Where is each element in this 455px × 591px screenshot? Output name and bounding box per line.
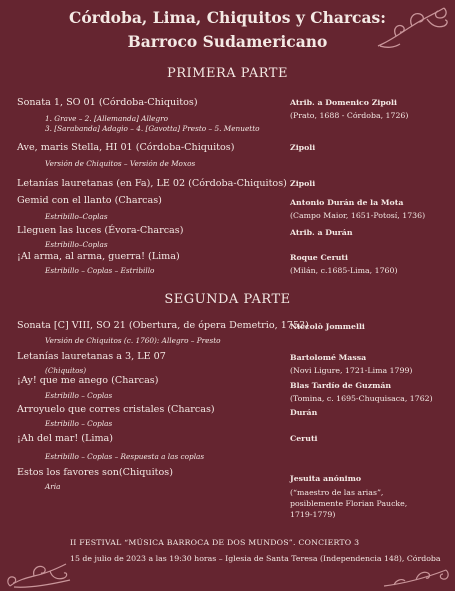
composer-details [290, 393, 450, 404]
festival-name: II FESTIVAL “MÚSICA BARROCA DE DOS MUNDOS”. CONCIERTO 3 [70, 538, 360, 547]
part-title-second: SEGUNDA PARTE [164, 292, 291, 307]
piece-title: Sonata [C] VIII, SO 21 (Obertura, de ópera Demetrio, 1753) [17, 320, 309, 331]
concert-title-line-2: Barroco Sudamericano [127, 32, 328, 51]
composer-detail-line: (Milán, c.1685-Lima, 1760) [290, 266, 398, 275]
composer-name: Antonio Durán de la Mota [290, 198, 404, 207]
piece-title: Lleguen las luces (Évora-Charcas) [17, 225, 184, 236]
composer-details [290, 210, 450, 221]
composer-detail-line: (Novi Ligure, 1721-Lima 1799) [290, 366, 413, 375]
composer-name: Bartolomé Massa [290, 353, 367, 362]
piece-title: ¡Ah del mar! (Lima) [17, 433, 113, 444]
composer-detail-line: (Tomina, c. 1695-Chuquisaca, 1762) [290, 394, 433, 403]
part-title-first: PRIMERA PARTE [167, 66, 288, 81]
piece-movements [45, 391, 285, 401]
composer-name: Niccolò Jommelli [290, 322, 365, 331]
composer-details [290, 487, 450, 520]
piece-movements [45, 266, 285, 276]
piece-movements [45, 419, 285, 429]
composer-details [290, 265, 450, 276]
composer-name: Blas Tardío de Guzmán [290, 381, 392, 390]
movement-line: Estribillo–Coplas [45, 240, 108, 249]
composer-name: Roque Ceruti [290, 253, 348, 262]
composer-detail-line: (Prato, 1688 - Córdoba, 1726) [290, 111, 409, 120]
concert-date-venue: 15 de julio de 2023 a las 19:30 horas – Iglesia de Santa Teresa (Independencia 148), Córdoba [70, 554, 441, 563]
movement-line: Estribillo – Coplas – Estribillo [45, 266, 155, 275]
piece-movements [45, 452, 285, 462]
piece-title: ¡Ay! que me anego (Charcas) [17, 375, 159, 386]
piece-movements [45, 482, 285, 492]
composer-name: Durán [290, 408, 318, 417]
movement-line: Estribillo–Coplas [45, 212, 108, 221]
composer-detail-line: posiblemente Florian Paucke, [290, 499, 408, 508]
piece-title: Gemid con el llanto (Charcas) [17, 195, 162, 206]
composer-name: Jesuita anónimo [290, 474, 362, 483]
piece-title: Letanías lauretanas a 3, LE 07 [17, 351, 166, 362]
piece-movements [45, 212, 285, 222]
piece-movements [45, 240, 285, 250]
composer-detail-line: (Campo Maior, 1651-Potosí, 1736) [290, 211, 426, 220]
composer-details [290, 365, 450, 376]
movement-line: (Chiquitos) [45, 366, 87, 375]
piece-title: Arroyuelo que corres cristales (Charcas) [17, 404, 215, 415]
composer-detail-line: 1719-1779) [290, 510, 336, 519]
composer-details [290, 110, 450, 121]
piece-title: Estos los favores son(Chiquitos) [17, 467, 173, 478]
piece-title: Letanías lauretanas (en Fa), LE 02 (Córdoba-Chiquitos) [17, 178, 287, 189]
piece-movements [45, 114, 285, 134]
composer-name: Atrib. a Domenico Zipoli [290, 98, 397, 107]
movement-line: Estribillo – Coplas [45, 419, 113, 428]
movement-line: Versión de Chiquitos (c. 1760): Allegro – Presto [45, 336, 221, 345]
composer-detail-line: (“maestro de las arias”, [290, 488, 384, 497]
movement-line: 1. Grave – 2. [Allemanda] Allegro [45, 114, 169, 123]
piece-movements [45, 336, 285, 346]
concert-title-line-1: Córdoba, Lima, Chiquitos y Charcas: [69, 8, 386, 27]
composer-name: Zipoli [290, 179, 316, 188]
movement-line: Versión de Chiquitos – Versión de Moxos [45, 159, 196, 168]
composer-name: Zipoli [290, 143, 316, 152]
piece-title: ¡Al arma, al arma, guerra! (Lima) [17, 251, 180, 262]
piece-title: Ave, maris Stella, HI 01 (Córdoba-Chiquitos) [17, 142, 235, 153]
composer-name: Atrib. a Durán [290, 228, 353, 237]
movement-line: 3. [Sarabanda] Adagio – 4. [Gavotta] Presto – 5. Menuetto [45, 124, 260, 133]
piece-title: Sonata 1, SO 01 (Córdoba-Chiquitos) [17, 97, 198, 108]
movement-line: Estribillo – Coplas [45, 391, 113, 400]
composer-name: Ceruti [290, 434, 318, 443]
movement-line: Aria [45, 482, 61, 491]
movement-line: Estribillo – Coplas – Respuesta a las coplas [45, 452, 205, 461]
piece-movements [45, 159, 285, 169]
